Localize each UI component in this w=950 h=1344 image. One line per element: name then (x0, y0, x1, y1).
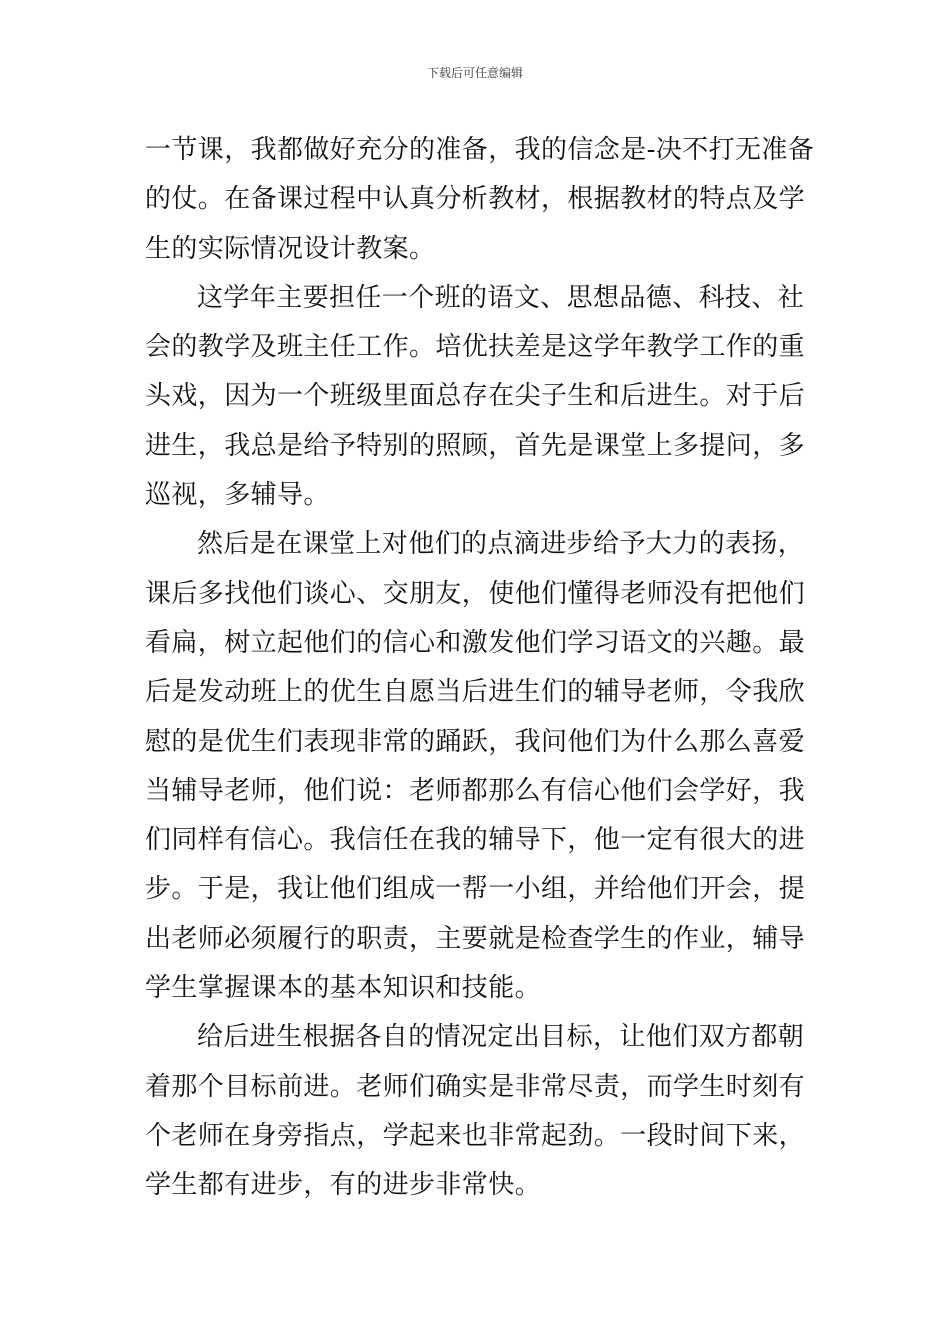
document-body (145, 126, 815, 1211)
text-line: 们同样有信心。我信任在我的辅导下，他一定有很大的进 (145, 825, 806, 856)
text-line: 的仗。在备课过程中认真分析教材，根据教材的特点及学 (145, 184, 806, 215)
text-line: 生的实际情况设计教案。 (145, 233, 436, 264)
text-line: 着那个目标前进。老师们确实是非常尽责，而学生时刻有 (145, 1071, 806, 1102)
text-line: 个老师在身旁指点，学起来也非常起劲。一段时间下来， (145, 1120, 806, 1151)
text-line: 步。于是，我让他们组成一帮一小组，并给他们开会，提 (145, 874, 806, 905)
text-line: 出老师必须履行的职责，主要就是检查学生的作业，辅导 (145, 923, 806, 954)
text-line: 会的教学及班主任工作。培优扶差是这学年教学工作的重 (145, 332, 806, 363)
text-line: 头戏，因为一个班级里面总存在尖子生和后进生。对于后 (145, 381, 806, 412)
text-line: 当辅导老师，他们说：老师都那么有信心他们会学好，我 (145, 775, 806, 806)
text-line: 慰的是优生们表现非常的踊跃，我问他们为什么那么喜爱 (145, 726, 806, 757)
paragraph-first-line: 然后是在课堂上对他们的点滴进步给予大力的表扬， (197, 529, 805, 560)
text-line: 学生都有进步，有的进步非常快。 (145, 1170, 542, 1201)
paragraph-first-line: 这学年主要担任一个班的语文、思想品德、科技、社 (197, 282, 805, 313)
text-line: 一节课，我都做好充分的准备，我的信念是-决不打无准备 (145, 135, 815, 165)
text-line: 看扁，树立起他们的信心和激发他们学习语文的兴趣。最 (145, 627, 806, 658)
text-line: 课后多找他们谈心、交朋友，使他们懂得老师没有把他们 (145, 578, 806, 609)
text-line: 学生掌握课本的基本知识和技能。 (145, 973, 542, 1004)
text-line: 进生，我总是给予特别的照顾，首先是课堂上多提问，多 (145, 430, 806, 461)
text-line: 后是发动班上的优生自愿当后进生们的辅导老师，令我欣 (145, 677, 806, 708)
text-line: 巡视，多辅导。 (145, 480, 330, 511)
page-header-note: 下载后可任意编辑 (426, 66, 523, 80)
paragraph-first-line: 给后进生根据各自的情况定出目标，让他们双方都朝 (197, 1022, 805, 1053)
